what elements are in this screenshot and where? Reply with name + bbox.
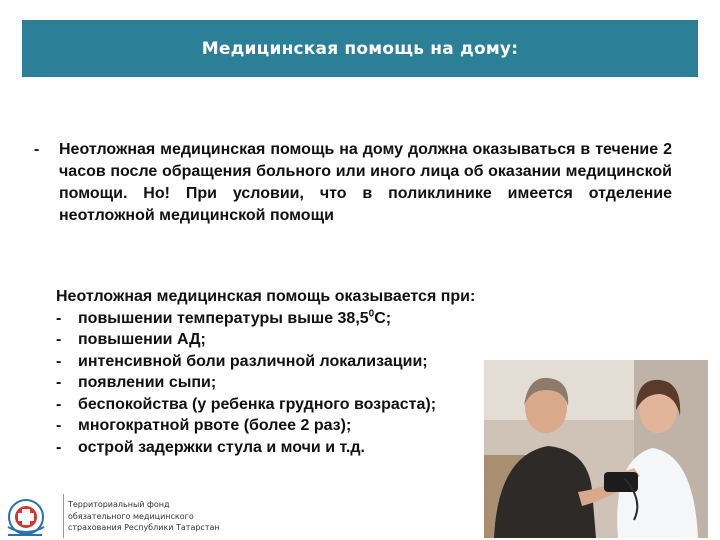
list-item (56, 308, 576, 330)
list-dash: - (56, 309, 62, 327)
list-item-text: повышении АД; (78, 331, 206, 348)
list-item-text: беспокойства (у ребенка грудного возраста); (78, 395, 437, 413)
list-item-text: повышении температуры выше 38,5$^0$С; (78, 308, 392, 327)
intro-dash: - (34, 141, 40, 158)
footer-line: Территориальный фонд (68, 500, 170, 509)
list-dash: - (56, 352, 62, 370)
list-dash: - (56, 374, 62, 391)
intro-text: Неотложная медицинская помощь на дому должна оказываться в течение 2 часов после обращения больного или иного лица об оказании медицинской помощи. Но! При условии, что в поликлинике имеется отделение неотложной медицинской помощи (59, 141, 672, 224)
footer-line: обязательного медицинского (68, 511, 194, 521)
footer-line: страхования Республики Татарстан (68, 523, 220, 532)
list-dash: - (56, 438, 62, 456)
superscript-degree: 0 (368, 308, 375, 320)
list-dash: - (56, 417, 62, 434)
footer-org-name (68, 499, 220, 534)
photo-illustration (484, 360, 708, 538)
list-item-text: появлении сыпи; (78, 374, 217, 391)
header-bar (22, 20, 698, 77)
list-item-text: острой задержки стула и мочи и т.д. (78, 438, 365, 456)
list-heading: Неотложная медицинская помощь оказывается при: (56, 288, 476, 305)
list-item-text: многократной рвоте (более 2 раз); (78, 417, 352, 434)
list-dash: - (56, 331, 62, 348)
footer-divider (63, 494, 64, 538)
doctor-visit-photo (484, 360, 708, 538)
list-item-text: интенсивной боли различной локализации; (78, 352, 428, 370)
page-title: Медицинская помощь на дому: (201, 38, 519, 59)
tfoms-logo-icon (4, 497, 56, 539)
intro-paragraph (34, 139, 672, 227)
list-item (56, 329, 576, 351)
list-dash: - (56, 395, 62, 413)
